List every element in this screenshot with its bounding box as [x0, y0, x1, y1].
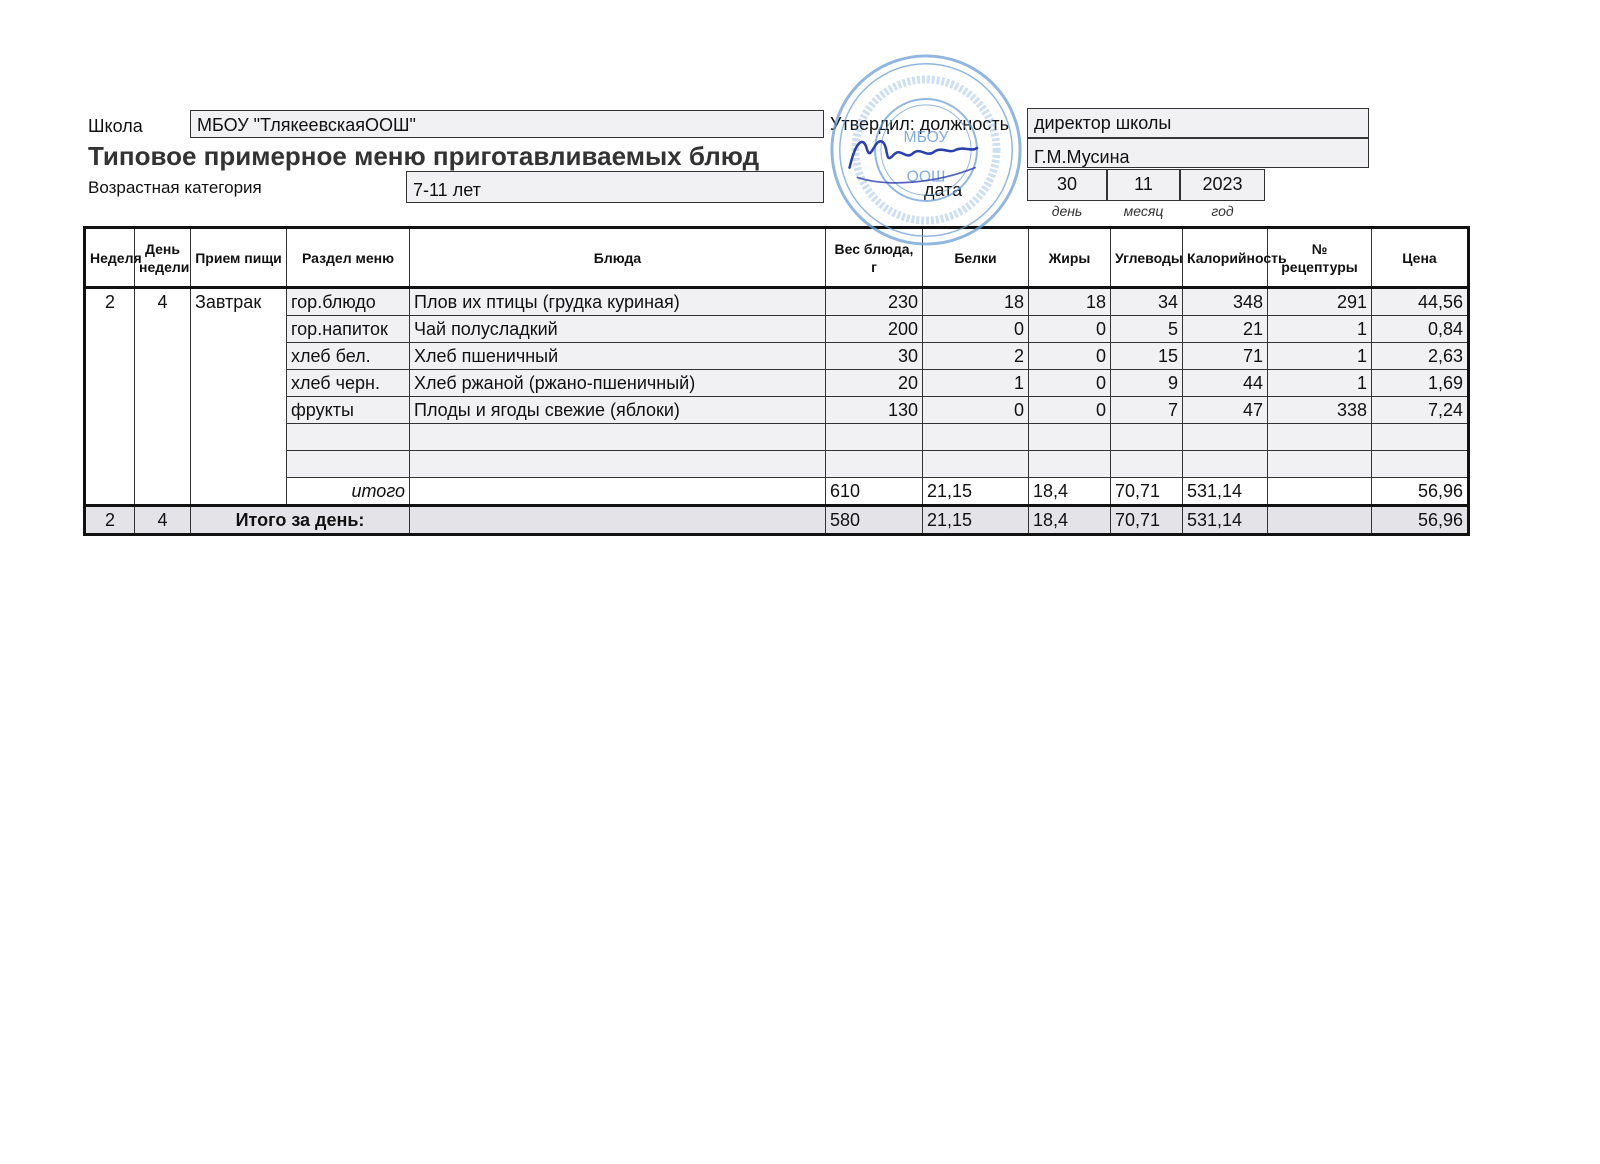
price-cell: 0,84	[1372, 316, 1469, 343]
table-row	[85, 316, 1469, 343]
subtotal-calories: 531,14	[1183, 478, 1268, 506]
date-year-field: 2023	[1180, 169, 1265, 201]
header-day-of-week: День недели	[135, 228, 191, 288]
header-weight: Вес блюда, г	[826, 228, 923, 288]
subtotal-weight: 610	[826, 478, 923, 506]
price-cell: 1,69	[1372, 370, 1469, 397]
carbs-cell: 5	[1111, 316, 1183, 343]
header-meal: Прием пищи	[191, 228, 287, 288]
weight-cell: 230	[826, 288, 923, 316]
weight-cell: 20	[826, 370, 923, 397]
calories-cell: 44	[1183, 370, 1268, 397]
weight-cell: 130	[826, 397, 923, 424]
stamp-top-text: МБОУ	[903, 129, 949, 147]
table-header-row	[85, 228, 1469, 288]
school-seal-stamp	[828, 52, 1024, 248]
carbs-cell: 34	[1111, 288, 1183, 316]
menu-table	[83, 226, 1470, 536]
calories-cell: 47	[1183, 397, 1268, 424]
day-total-label: Итого за день:	[191, 506, 410, 535]
fat-cell: 0	[1029, 370, 1111, 397]
meal-cell: Завтрак	[191, 288, 287, 506]
director-name-field: Г.М.Мусина	[1027, 138, 1369, 168]
fat-cell: 0	[1029, 397, 1111, 424]
section-cell: гор.напиток	[287, 316, 410, 343]
date-month-caption: месяц	[1123, 203, 1164, 219]
total-day-of-week-cell: 4	[135, 506, 191, 535]
dish-cell: Хлеб пшеничный	[410, 343, 826, 370]
carbs-cell: 9	[1111, 370, 1183, 397]
header-price: Цена	[1372, 228, 1469, 288]
weight-cell: 30	[826, 343, 923, 370]
header-dish: Блюда	[410, 228, 826, 288]
recipe-cell: 1	[1268, 316, 1372, 343]
protein-cell: 18	[923, 288, 1029, 316]
weight-cell: 200	[826, 316, 923, 343]
signature-mark	[850, 141, 977, 167]
section-cell: гор.блюдо	[287, 288, 410, 316]
section-cell: хлеб бел.	[287, 343, 410, 370]
recipe-cell: 338	[1268, 397, 1372, 424]
table-row	[85, 397, 1469, 424]
total-week-cell: 2	[85, 506, 135, 535]
day-total-carbs: 70,71	[1111, 506, 1183, 535]
empty-row	[85, 451, 1469, 478]
subtotal-fat: 18,4	[1029, 478, 1111, 506]
week-cell: 2	[85, 288, 135, 506]
section-cell: фрукты	[287, 397, 410, 424]
date-month-field: 11	[1107, 169, 1180, 201]
recipe-cell: 291	[1268, 288, 1372, 316]
subtotal-row	[85, 478, 1469, 506]
position-field: директор школы	[1027, 108, 1369, 138]
empty-row	[85, 424, 1469, 451]
day-total-fat: 18,4	[1029, 506, 1111, 535]
dish-cell: Хлеб ржаной (ржано-пшеничный)	[410, 370, 826, 397]
day-total-price: 56,96	[1372, 506, 1469, 535]
calories-cell: 348	[1183, 288, 1268, 316]
table-row	[85, 288, 1469, 316]
school-label: Школа	[88, 116, 143, 136]
calories-cell: 21	[1183, 316, 1268, 343]
protein-cell: 2	[923, 343, 1029, 370]
fat-cell: 0	[1029, 343, 1111, 370]
fat-cell: 18	[1029, 288, 1111, 316]
date-day-caption: день	[1051, 203, 1083, 219]
school-field: МБОУ "ТлякеевскаяООШ"	[190, 110, 824, 138]
subtotal-label: итого	[287, 478, 410, 506]
header-calories: Калорийность	[1183, 228, 1268, 288]
day-total-calories: 531,14	[1183, 506, 1268, 535]
price-cell: 44,56	[1372, 288, 1469, 316]
dish-cell: Чай полусладкий	[410, 316, 826, 343]
carbs-cell: 15	[1111, 343, 1183, 370]
dish-cell: Плов их птицы (грудка куриная)	[410, 288, 826, 316]
stamp-middle-text: ООШ	[906, 168, 946, 186]
age-category-field: 7-11 лет	[406, 171, 824, 203]
recipe-cell: 1	[1268, 370, 1372, 397]
day-total-weight: 580	[826, 506, 923, 535]
subtotal-price: 56,96	[1372, 478, 1469, 506]
table-row	[85, 343, 1469, 370]
fat-cell: 0	[1029, 316, 1111, 343]
age-category-label: Возрастная категория	[88, 178, 262, 197]
carbs-cell: 7	[1111, 397, 1183, 424]
header-carbs: Углеводы	[1111, 228, 1183, 288]
subtotal-carbs: 70,71	[1111, 478, 1183, 506]
header-protein: Белки	[923, 228, 1029, 288]
section-cell: хлеб черн.	[287, 370, 410, 397]
price-cell: 2,63	[1372, 343, 1469, 370]
header-section: Раздел меню	[287, 228, 410, 288]
date-day-field: 30	[1027, 169, 1107, 201]
date-label: дата	[924, 180, 963, 200]
header-fat: Жиры	[1029, 228, 1111, 288]
day-of-week-cell: 4	[135, 288, 191, 506]
protein-cell: 1	[923, 370, 1029, 397]
calories-cell: 71	[1183, 343, 1268, 370]
approved-label: Утвердил: должность	[830, 114, 1009, 134]
page-title: Типовое примерное меню приготавливаемых блюд	[88, 141, 760, 171]
header-week: Неделя	[85, 228, 135, 288]
dish-cell: Плоды и ягоды свежие (яблоки)	[410, 397, 826, 424]
day-total-row	[85, 506, 1469, 535]
day-total-protein: 21,15	[923, 506, 1029, 535]
price-cell: 7,24	[1372, 397, 1469, 424]
protein-cell: 0	[923, 316, 1029, 343]
date-year-caption: год	[1211, 203, 1234, 219]
subtotal-protein: 21,15	[923, 478, 1029, 506]
header-recipe: № рецептуры	[1268, 228, 1372, 288]
recipe-cell: 1	[1268, 343, 1372, 370]
table-row	[85, 370, 1469, 397]
protein-cell: 0	[923, 397, 1029, 424]
